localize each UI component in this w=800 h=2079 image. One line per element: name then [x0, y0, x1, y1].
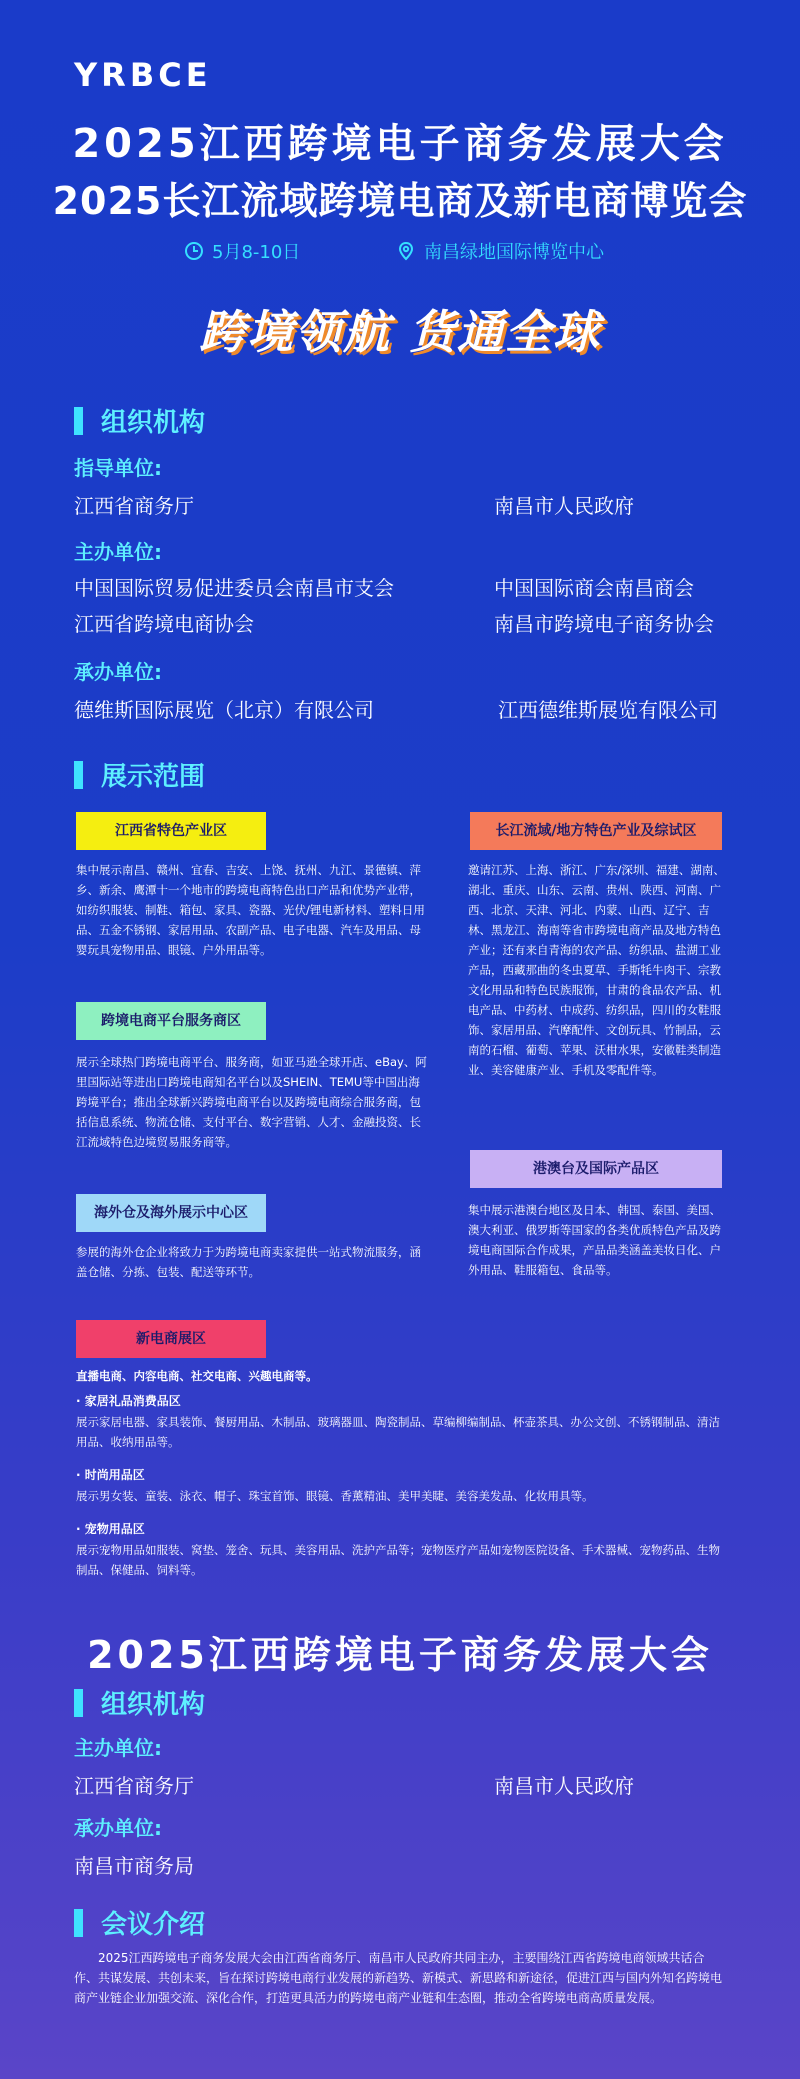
zone-desc-international: 集中展示港澳台地区及日本、韩国、泰国、美国、澳大利亚、俄罗斯等国家的各类优质特色产品及跨境电商国际合作成果，产品品类涵盖美妆日化、户外用品、鞋服箱包、食品等。: [468, 1203, 721, 1277]
heading-bar: [74, 761, 83, 789]
sub-zone-title: · 宠物用品区: [76, 1522, 145, 1536]
host-label: 主办单位:: [74, 540, 162, 564]
clock-icon: [184, 241, 204, 261]
sub-zone-title: · 家居礼品消费品区: [76, 1394, 181, 1408]
conf-organizer-label: 承办单位:: [74, 1816, 162, 1840]
heading-text: 组织机构: [101, 408, 206, 438]
organizer-unit: 江西德维斯展览有限公司: [498, 698, 718, 722]
slogan: 跨境领航 货通全球: [198, 305, 601, 359]
zone-desc-platform: 展示全球热门跨境电商平台、服务商，如亚马逊全球开店、eBay、阿里国际站等进出口跨境电商知名平台以及SHEIN、TEMU等中国出海跨境平台；推出全球新兴跨境电商平台以及跨境电商综合服务商，包括信息系统、物流仓储、支付平台、数字营销、人才、金融投资、长江流域特色边境贸易服务商等。: [76, 1055, 427, 1149]
conference-intro: 2025江西跨境电子商务发展大会由江西省商务厅、南昌市人民政府共同主办，主要围绕江西省跨境电商领域共话合作、共谋发展、共创未来，旨在探讨跨境电商行业发展的新趋势、新模式、新思路和新途径，促进江西与国内外知名跨境电商产业链企业加强交流、深化合作，打造更具活力的跨境电商产业链和生态圈，推动全省跨境电商高质量发展。: [74, 1951, 723, 2005]
conf-organizer-unit: 南昌市商务局: [74, 1854, 194, 1878]
guide-unit: 江西省商务厅: [74, 494, 194, 518]
event-title: 2025江西跨境电子商务发展大会: [72, 121, 728, 167]
host-unit: 江西省跨境电商协会: [74, 612, 254, 636]
conf-host-unit: 江西省商务厅: [74, 1774, 194, 1798]
section-heading-intro: [74, 1904, 205, 1941]
sub-zone-desc: 展示家居电器、家具装饰、餐厨用品、木制品、玻璃器皿、陶瓷制品、草编柳编制品、杯壶茶具、办公文创、不锈钢制品、清洁用品、收纳用品等。: [76, 1415, 720, 1449]
zone-desc-overseas: 参展的海外仓企业将致力于为跨境电商卖家提供一站式物流服务，涵盖仓储、分拣、包装、配送等环节。: [76, 1245, 421, 1279]
heading-bar: [74, 1689, 83, 1717]
host-unit: 中国国际商会南昌商会: [494, 576, 694, 600]
section-heading-exhibit: [74, 756, 205, 793]
heading-bar: [74, 1909, 83, 1937]
guide-unit: 南昌市人民政府: [494, 494, 634, 518]
guide-label: 指导单位:: [74, 456, 162, 480]
sub-zone-title: · 时尚用品区: [76, 1468, 145, 1482]
host-unit: 中国国际贸易促进委员会南昌市支会: [74, 576, 394, 600]
zone-desc-yangtze: 邀请江苏、上海、浙江、广东/深圳、福建、湖南、湖北、重庆、山东、云南、贵州、陕西、河南、广西、北京、天津、河北、内蒙、山西、辽宁、吉林、黑龙江、海南等省市跨境电商产品及地方特色产业；还有来自青海的农产品、纺织品、盐湖工业产品，西藏那曲的冬虫夏草、手斯牦牛肉干、宗教文化用品和特色民族服饰，甘肃的食品农产品、机电产品、中药材、中成药、纺织品，四川的女鞋服饰、家居用品、汽摩配件、文创玩具、竹制品，云南的石榴、葡萄、苹果、沃柑水果，安徽鞋类制造业、美容健康产业、手机及零配件等。: [468, 863, 725, 1077]
location-pin-icon: [396, 241, 416, 261]
heading-text: 组织机构: [101, 1690, 206, 1720]
zone-lead-new-ecommerce: 直播电商、内容电商、社交电商、兴趣电商等。: [76, 1369, 318, 1383]
logo: YRBCE: [74, 56, 212, 94]
conf-host-unit: 南昌市人民政府: [494, 1774, 634, 1798]
zone-tag-overseas: 海外仓及海外展示中心区: [76, 1194, 266, 1232]
organizer-label: 承办单位:: [74, 660, 162, 684]
heading-text: 会议介绍: [101, 1910, 206, 1940]
section-heading-org: [74, 402, 205, 439]
section-heading-conf-org: [74, 1684, 205, 1721]
venue-info: [396, 238, 604, 264]
sub-zone-desc: 展示男女装、童装、泳衣、帽子、珠宝首饰、眼镜、香薰精油、美甲美睫、美容美发品、化妆用具等。: [76, 1489, 594, 1503]
expo-title: 2025长江流域跨境电商及新电商博览会: [52, 179, 748, 223]
date-info: [184, 238, 300, 264]
conf-host-label: 主办单位:: [74, 1736, 162, 1760]
sub-zone-desc: 展示宠物用品如服装、窝垫、笼舍、玩具、美容用品、洗护产品等；宠物医疗产品如宠物医院设备、手术器械、宠物药品、生物制品、保健品、饲料等。: [76, 1543, 720, 1577]
zone-tag-jiangxi: 江西省特色产业区: [76, 812, 266, 850]
organizer-unit: 德维斯国际展览（北京）有限公司: [74, 698, 374, 722]
conference-title: 2025江西跨境电子商务发展大会: [87, 1633, 713, 1677]
event-venue: 南昌绿地国际博览中心: [424, 242, 604, 263]
host-unit: 南昌市跨境电子商务协会: [494, 612, 714, 636]
heading-text: 展示范围: [101, 762, 206, 792]
heading-bar: [74, 407, 83, 435]
zone-tag-international: 港澳台及国际产品区: [470, 1150, 722, 1188]
zone-tag-platform: 跨境电商平台服务商区: [76, 1002, 266, 1040]
zone-tag-new-ecommerce: 新电商展区: [76, 1320, 266, 1358]
zone-tag-yangtze: 长江流域/地方特色产业及综试区: [470, 812, 722, 850]
event-date: 5月8-10日: [212, 242, 301, 263]
zone-desc-jiangxi: 集中展示南昌、赣州、宜春、吉安、上饶、抚州、九江、景德镇、萍乡、新余、鹰潭十一个地市的跨境电商特色出口产品和优势产业带，如纺织服装、制鞋、箱包、家具、瓷器、光伏/锂电新材料、塑料日用品、五金不锈钢、家居用品、农副产品、电子电器、汽车及用品、母婴玩具宠物用品、眼镜、户外用品等。: [76, 863, 425, 957]
